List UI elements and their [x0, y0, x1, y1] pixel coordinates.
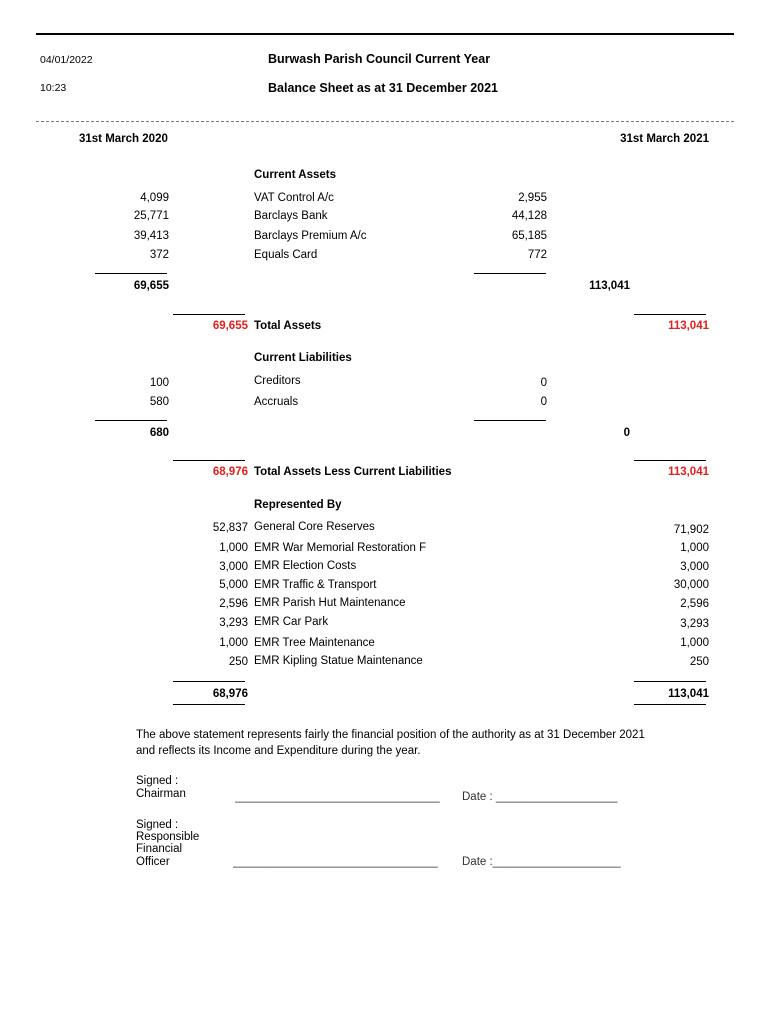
- column-header-current: 31st March 2021: [620, 133, 709, 145]
- asset-label: Barclays Bank: [254, 210, 328, 222]
- reserve-prior-value: 3,000: [219, 561, 248, 573]
- reserve-prior-value: 52,837: [212, 522, 248, 534]
- column-header-prior: 31st March 2020: [79, 133, 168, 145]
- report-subtitle: Balance Sheet as at 31 December 2021: [268, 81, 498, 95]
- reserve-label: EMR Parish Hut Maintenance: [254, 597, 406, 609]
- asset-prior-value: 25,771: [133, 210, 169, 222]
- asset-current-value: 65,185: [511, 230, 547, 242]
- section-heading-represented-by: Represented By: [254, 499, 342, 511]
- total-assets-current: 113,041: [668, 320, 709, 332]
- reserve-current-value: 71,902: [673, 524, 709, 536]
- rfo-role-label-3: Officer: [136, 856, 170, 868]
- asset-label: VAT Control A/c: [254, 192, 334, 204]
- chairman-role-label: Chairman: [136, 788, 186, 800]
- net-assets-rule-prior: [173, 460, 245, 461]
- reserve-label: EMR Traffic & Transport: [254, 579, 377, 591]
- rfo-signature-line[interactable]: ________________________________: [233, 856, 438, 868]
- liability-prior-value: 100: [149, 377, 169, 389]
- reserve-prior-value: 1,000: [219, 637, 248, 649]
- reserve-current-value: 3,000: [680, 561, 709, 573]
- liability-current-value: 0: [540, 377, 547, 389]
- asset-current-value: 772: [527, 249, 547, 261]
- total-assets-rule-current: [634, 314, 706, 315]
- reserve-current-value: 2,596: [680, 598, 709, 610]
- rfo-date-field[interactable]: Date :____________________: [462, 856, 621, 868]
- reserve-current-value: 1,000: [680, 542, 709, 554]
- liability-label: Accruals: [254, 396, 299, 408]
- reserve-label: EMR Car Park: [254, 616, 329, 628]
- reserve-label: General Core Reserves: [254, 521, 375, 533]
- asset-current-value: 2,955: [518, 192, 547, 204]
- header-divider: [36, 121, 734, 122]
- reserve-label: EMR War Memorial Restoration F: [254, 542, 427, 554]
- assets-subtotal-current: 113,041: [589, 280, 630, 292]
- asset-label: Equals Card: [254, 249, 318, 261]
- net-assets-label: Total Assets Less Current Liabilities: [254, 466, 452, 478]
- subtotal-rule-prior: [95, 273, 167, 274]
- statement-line-1: The above statement represents fairly the financial position of the authority as at 31 December 2021: [136, 729, 645, 741]
- rfo-role-label-2: Financial: [136, 843, 183, 855]
- reserves-rule-prior: [173, 681, 245, 682]
- reserve-prior-value: 5,000: [219, 579, 248, 591]
- statement-line-2: and reflects its Income and Expenditure during the year.: [136, 745, 421, 757]
- liabilities-subtotal-current: 0: [623, 427, 630, 439]
- section-heading-current-assets: Current Assets: [254, 169, 337, 181]
- asset-prior-value: 4,099: [140, 192, 169, 204]
- reserves-underline-prior: [173, 704, 245, 705]
- liabilities-subtotal-prior: 680: [149, 427, 169, 439]
- reserve-label: EMR Kipling Statue Maintenance: [254, 655, 423, 667]
- liability-current-value: 0: [540, 396, 547, 408]
- rfo-signed-label: Signed :: [136, 819, 179, 831]
- reserve-current-value: 30,000: [673, 579, 709, 591]
- section-heading-current-liabilities: Current Liabilities: [254, 352, 352, 364]
- reserve-current-value: 3,293: [680, 618, 709, 630]
- rfo-role-label-1: Responsible: [136, 831, 200, 843]
- total-assets-label: Total Assets: [254, 320, 322, 332]
- net-assets-rule-current: [634, 460, 706, 461]
- print-time: 10:23: [40, 82, 67, 94]
- liability-prior-value: 580: [149, 396, 169, 408]
- subtotal-rule-current: [474, 273, 546, 274]
- net-assets-prior: 68,976: [212, 466, 248, 478]
- chairman-signature-line[interactable]: ________________________________: [235, 791, 440, 803]
- net-assets-current: 113,041: [668, 466, 709, 478]
- reserve-prior-value: 2,596: [219, 598, 248, 610]
- reserves-total-prior: 68,976: [212, 688, 248, 700]
- reserve-prior-value: 3,293: [219, 617, 248, 629]
- print-date: 04/01/2022: [40, 54, 93, 66]
- chairman-date-field[interactable]: Date : ___________________: [462, 791, 618, 803]
- asset-current-value: 44,128: [511, 210, 547, 222]
- liabilities-rule-prior: [95, 420, 167, 421]
- reserve-current-value: 1,000: [680, 637, 709, 649]
- reserves-underline-current: [634, 704, 706, 705]
- total-assets-prior: 69,655: [212, 320, 248, 332]
- liability-label: Creditors: [254, 375, 301, 387]
- asset-prior-value: 372: [149, 249, 169, 261]
- reserves-rule-current: [634, 681, 706, 682]
- chairman-signed-label: Signed :: [136, 775, 179, 787]
- asset-prior-value: 39,413: [133, 230, 169, 242]
- reserves-total-current: 113,041: [668, 688, 709, 700]
- reserve-label: EMR Election Costs: [254, 560, 357, 572]
- total-assets-rule-prior: [173, 314, 245, 315]
- reserve-current-value: 250: [689, 656, 709, 668]
- assets-subtotal-prior: 69,655: [133, 280, 169, 292]
- reserve-prior-value: 250: [228, 656, 248, 668]
- top-rule: [36, 33, 734, 35]
- report-title: Burwash Parish Council Current Year: [268, 52, 491, 66]
- liabilities-rule-current: [474, 420, 546, 421]
- asset-label: Barclays Premium A/c: [254, 230, 367, 242]
- reserve-prior-value: 1,000: [219, 542, 248, 554]
- reserve-label: EMR Tree Maintenance: [254, 637, 375, 649]
